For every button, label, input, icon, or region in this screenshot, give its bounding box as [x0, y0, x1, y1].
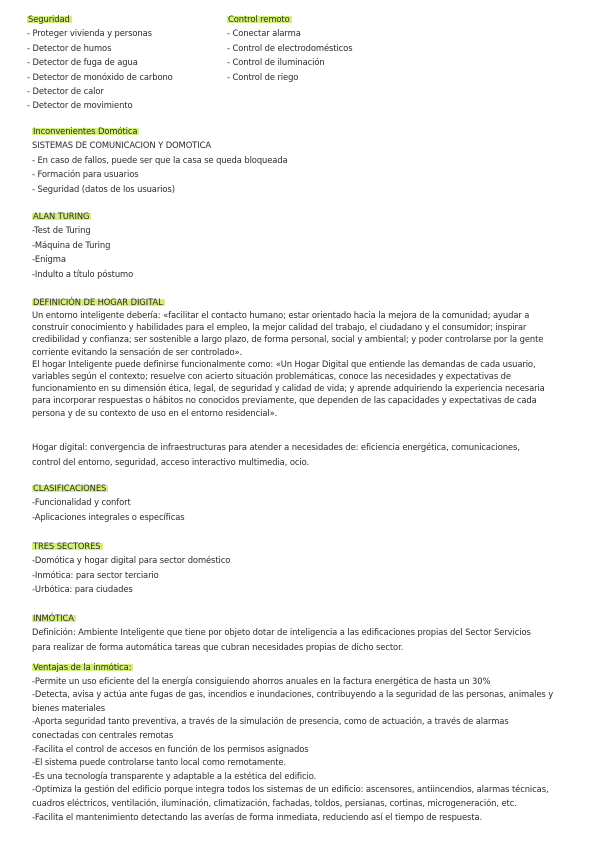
section-seguridad	[27, 12, 227, 113]
paragraph-line: El hogar Inteligente puede definirse funcionalmente como: «Un Hogar Digital que entiende las demandas de cada usuario,	[32, 358, 536, 369]
paragraph-line: funcionamiento en su dimensión ética, legal, de seguridad y calidad de vida; y aprende adquiriendo la experiencia necesaria	[32, 383, 545, 394]
paragraph-line: -Aporta seguridad tanto preventiva, a través de la simulación de presencia, como de actuación, a través de alarmas	[32, 716, 509, 727]
list-item: -Aplicaciones integrales o específicas	[32, 511, 185, 522]
list-item: - Control de iluminación	[227, 57, 325, 68]
paragraph-line: -Optimiza la gestión del edificio porque integra todos los sistemas de un edificio: ascensores, antiincendios, alarmas técnicas,	[32, 784, 549, 795]
list-item: - En caso de fallos, puede ser que la casa se queda bloqueada	[32, 154, 288, 165]
section-inconvenientes	[32, 124, 432, 196]
paragraph-line: para incorporar respuestas o hábitos no conocidos previamente, que dependen de las capacidades y expectativas de cada	[32, 395, 537, 406]
section-heading: INMÓTICA	[33, 613, 74, 623]
section-heading: DEFINICIÓN DE HOGAR DIGITAL	[33, 297, 163, 307]
list-item: - Control de riego	[227, 71, 299, 82]
paragraph-line: -Es una tecnología transparente y adaptable a la estética del edificio.	[32, 770, 317, 781]
list-item: -Indulto a título póstumo	[32, 268, 134, 279]
paragraph-line: bienes materiales	[32, 702, 106, 713]
paragraph-line: cuadros eléctricos, ventilación, iluminación, climatización, fachadas, toldos, persianas, cortinas, microgeneración, etc.	[32, 797, 517, 808]
list-item: -Inmótica: para sector terciario	[32, 569, 159, 580]
section-hogar-digital-extra	[32, 440, 577, 470]
paragraph-line: para realizar de forma automática tareas que cubran necesidades propias de dicho sector.	[32, 641, 404, 652]
section-heading: Inconvenientes Domótica	[33, 126, 138, 136]
list-item: - Detector de movimiento	[27, 100, 133, 111]
list-item: - Seguridad (datos de los usuarios)	[32, 183, 175, 194]
list-item: - Formación para usuarios	[32, 169, 139, 180]
paragraph-line: corriente evitando la sensación de ser controlado».	[32, 346, 243, 357]
list-item: - Detector de humos	[27, 42, 112, 53]
section-control-remoto	[227, 12, 427, 84]
list-item: -Funcionalidad y confort	[32, 497, 131, 508]
paragraph-line: control del entorno, seguridad, acceso interactivo multimedia, ocio.	[32, 457, 310, 467]
section-hogar-digital	[32, 295, 577, 419]
section-heading: Control remoto	[228, 14, 290, 24]
list-item: - Proteger vivienda y personas	[27, 28, 152, 39]
paragraph-line: construir conocimiento y habilidades para el empleo, la mejor calidad del trabajo, el ciudadano y el consumidor; inspirar	[32, 322, 527, 333]
section-subtitle: SISTEMAS DE COMUNICACION Y DOMOTICA	[32, 140, 211, 151]
paragraph-line: Hogar digital: convergencia de infraestructuras para atender a necesidades de: eficiencia energética, comunicaciones,	[32, 442, 520, 452]
list-item: -Máquina de Turing	[32, 239, 111, 250]
list-item: -Domótica y hogar digital para sector doméstico	[32, 555, 231, 566]
paragraph-line: -Permite un uso eficiente del la energía consiguiendo ahorros anuales en la factura energética de hasta un 30%	[32, 675, 491, 686]
list-item: - Control de electrodomésticos	[227, 42, 353, 53]
paragraph-line: persona y de su contexto de uso en el entorno residencial».	[32, 407, 278, 418]
paragraph-line: -Facilita el control de accesos en función de los permisos asignados	[32, 743, 309, 754]
list-item: -Enigma	[32, 254, 66, 265]
paragraph-line: variables según el contexto; resuelve con acierto situación problemáticas, conoce las necesidades y expectativas de	[32, 371, 511, 382]
paragraph-line: credibilidad y confianza; ser sostenible a largo plazo, de forma personal, social y ambiental; y poder controlarse por la gente	[32, 334, 544, 345]
paragraph-line: Un entorno inteligente debería: «facilitar el contacto humano; estar orientado hacia la mejora de la comunidad; ayudar a	[32, 310, 530, 320]
section-alan-turing	[32, 209, 332, 281]
list-item: - Detector de fuga de agua	[27, 57, 138, 68]
list-item: -Urbótica: para ciudades	[32, 584, 133, 595]
section-inmotica	[32, 611, 577, 654]
list-item: - Conectar alarma	[227, 28, 301, 39]
section-tres-sectores	[32, 539, 332, 597]
section-heading: ALAN TURING	[33, 211, 90, 221]
paragraph-line: -El sistema puede controlarse tanto local como remotamente.	[32, 757, 287, 768]
paragraph-line: conectadas con centrales remotas	[32, 729, 174, 740]
section-ventajas	[32, 661, 577, 824]
section-heading: TRES SECTORES	[33, 541, 101, 551]
paragraph-line: -Detecta, avisa y actúa ante fugas de gas, incendios e inundaciones, contribuyendo a la seguridad de las personas, animales y	[32, 689, 554, 700]
section-heading: Seguridad	[28, 14, 70, 24]
section-clasificaciones	[32, 481, 332, 524]
section-heading: CLASIFICACIONES	[33, 483, 107, 493]
paragraph-line: -Facilita el mantenimiento detectando las averías de forma inmediata, reduciendo así el tiempo de respuesta.	[32, 811, 483, 822]
section-heading: Ventajas de la inmótica:	[33, 662, 132, 672]
paragraph-line: Definición: Ambiente Inteligente que tiene por objeto dotar de inteligencia a las edificaciones propias del Sector Servicios	[32, 627, 531, 638]
list-item: - Detector de calor	[27, 86, 104, 97]
list-item: -Test de Turing	[32, 225, 91, 236]
list-item: - Detector de monóxido de carbono	[27, 71, 173, 82]
